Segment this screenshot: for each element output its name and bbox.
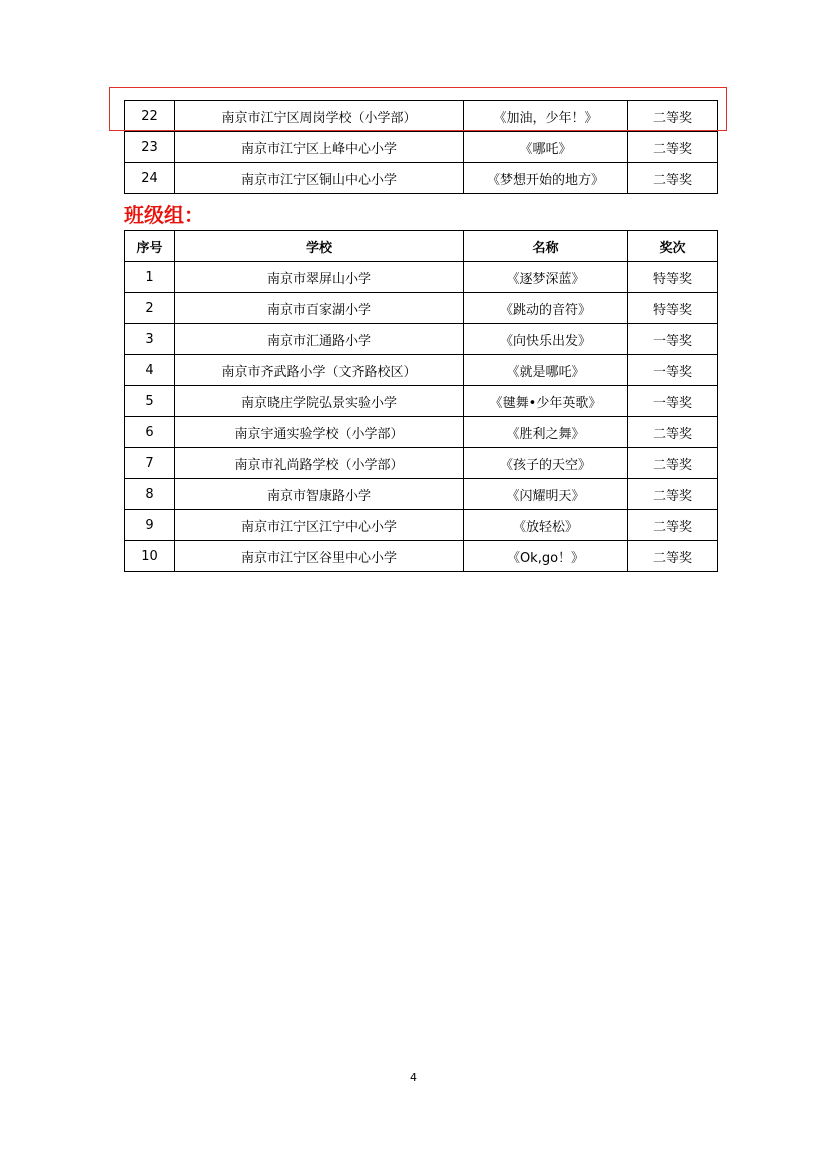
table-row — [125, 510, 718, 541]
work-title: 《孩子的天空》 — [464, 448, 628, 479]
award-level: 一等奖 — [628, 386, 718, 417]
award-level: 二等奖 — [628, 479, 718, 510]
award-level: 二等奖 — [628, 101, 718, 132]
table-row — [125, 417, 718, 448]
school-name: 南京市江宁区江宁中心小学 — [175, 510, 464, 541]
work-title: 《就是哪吒》 — [464, 355, 628, 386]
work-title: 《梦想开始的地方》 — [464, 163, 628, 194]
table-header-row — [125, 231, 718, 262]
work-title: 《Ok,go！》 — [464, 541, 628, 572]
school-name: 南京市江宁区铜山中心小学 — [175, 163, 464, 194]
header-award: 奖次 — [628, 231, 718, 262]
row-number: 10 — [125, 541, 175, 572]
award-level: 一等奖 — [628, 324, 718, 355]
award-level: 二等奖 — [628, 417, 718, 448]
header-title: 名称 — [464, 231, 628, 262]
table-row — [125, 101, 718, 132]
table-row — [125, 541, 718, 572]
award-level: 特等奖 — [628, 262, 718, 293]
school-name: 南京市江宁区上峰中心小学 — [175, 132, 464, 163]
work-title: 《加油，少年！》 — [464, 101, 628, 132]
work-title: 《逐梦深蓝》 — [464, 262, 628, 293]
school-name: 南京市翠屏山小学 — [175, 262, 464, 293]
row-number: 1 — [125, 262, 175, 293]
table-row — [125, 355, 718, 386]
award-level: 二等奖 — [628, 541, 718, 572]
table-row — [125, 479, 718, 510]
school-name: 南京晓庄学院弘景实验小学 — [175, 386, 464, 417]
row-number: 4 — [125, 355, 175, 386]
school-name: 南京市智康路小学 — [175, 479, 464, 510]
school-name: 南京市江宁区周岗学校（小学部） — [175, 101, 464, 132]
award-level: 二等奖 — [628, 448, 718, 479]
header-school: 学校 — [175, 231, 464, 262]
work-title: 《跳动的音符》 — [464, 293, 628, 324]
award-level: 一等奖 — [628, 355, 718, 386]
work-title: 《闪耀明天》 — [464, 479, 628, 510]
school-name: 南京市江宁区谷里中心小学 — [175, 541, 464, 572]
work-title: 《放轻松》 — [464, 510, 628, 541]
row-number: 3 — [125, 324, 175, 355]
award-level: 二等奖 — [628, 510, 718, 541]
row-number: 5 — [125, 386, 175, 417]
awards-table-continued — [124, 100, 718, 194]
table-row — [125, 293, 718, 324]
school-name: 南京市汇通路小学 — [175, 324, 464, 355]
award-level: 二等奖 — [628, 132, 718, 163]
row-number: 24 — [125, 163, 175, 194]
school-name: 南京市齐武路小学（文齐路校区） — [175, 355, 464, 386]
row-number: 22 — [125, 101, 175, 132]
school-name: 南京市百家湖小学 — [175, 293, 464, 324]
row-number: 6 — [125, 417, 175, 448]
work-title: 《向快乐出发》 — [464, 324, 628, 355]
school-name: 南京市礼尚路学校（小学部） — [175, 448, 464, 479]
work-title: 《胜利之舞》 — [464, 417, 628, 448]
award-level: 二等奖 — [628, 163, 718, 194]
page-number: 4 — [410, 1071, 417, 1084]
row-number: 8 — [125, 479, 175, 510]
award-level: 特等奖 — [628, 293, 718, 324]
section-heading-class-group: 班级组： — [124, 203, 204, 227]
table-row — [125, 132, 718, 163]
work-title: 《哪吒》 — [464, 132, 628, 163]
row-number: 7 — [125, 448, 175, 479]
table-row — [125, 262, 718, 293]
row-number: 2 — [125, 293, 175, 324]
table-row — [125, 448, 718, 479]
row-number: 9 — [125, 510, 175, 541]
row-number: 23 — [125, 132, 175, 163]
work-title: 《毽舞•少年英歌》 — [464, 386, 628, 417]
school-name: 南京宇通实验学校（小学部） — [175, 417, 464, 448]
class-group-table — [124, 230, 718, 572]
table-row — [125, 324, 718, 355]
table-row — [125, 163, 718, 194]
header-number: 序号 — [125, 231, 175, 262]
table-row — [125, 386, 718, 417]
